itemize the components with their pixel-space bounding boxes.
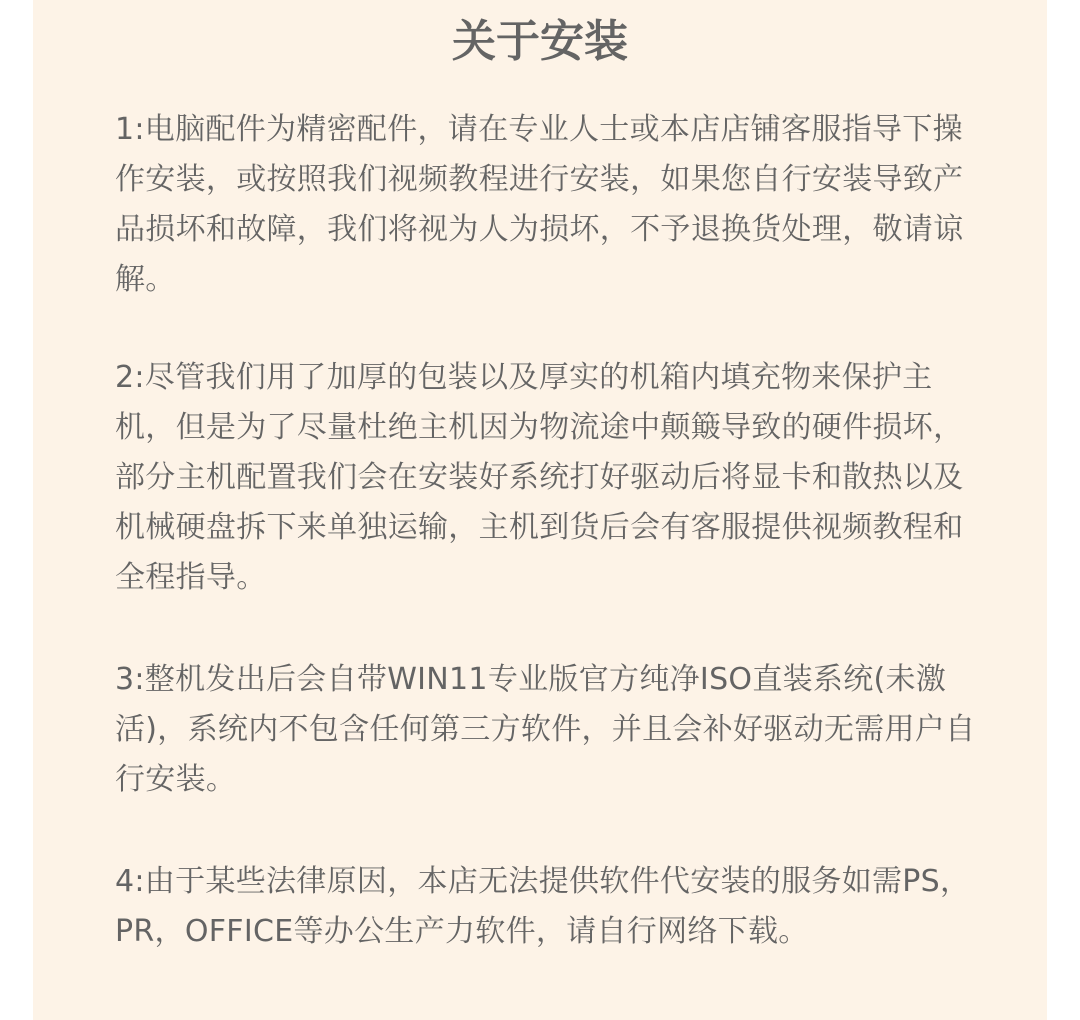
- notice-paragraph-3: 3:整机发出后会自带WIN11专业版官方纯净ISO直装系统(未激活)，系统内不包含任何第三方软件，并且会补好驱动无需用户自行安装。: [115, 662, 976, 797]
- notice-paragraph-1: 1:电脑配件为精密配件，请在专业人士或本店店铺客服指导下操作安装，或按照我们视频教程进行安装，如果您自行安装导致产品损坏和故障，我们将视为人为损坏，不予退换货处理，敬请谅解。: [115, 112, 964, 297]
- install-notice-panel: [33, 0, 1047, 1020]
- notice-paragraph-4: 4:由于某些法律原因，本店无法提供软件代安装的服务如需PS，PR，OFFICE等办公生产力软件，请自行网络下载。: [115, 864, 971, 949]
- page-title: 关于安装: [452, 16, 628, 67]
- notice-paragraph-2: 2:尽管我们用了加厚的包装以及厚实的机箱内填充物来保护主机，但是为了尽量杜绝主机因为物流途中颠簸导致的硬件损坏，部分主机配置我们会在安装好系统打好驱动后将显卡和散热以及机械硬盘拆下来单独运输，主机到货后会有客服提供视频教程和全程指导。: [115, 360, 964, 595]
